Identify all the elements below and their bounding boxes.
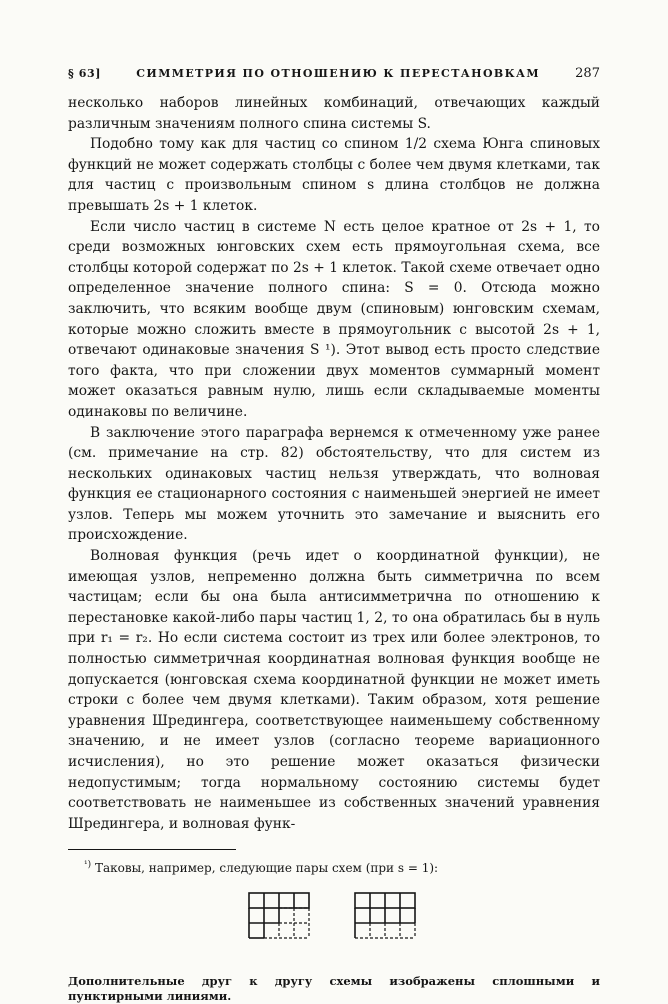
- young-diagram-pairs: [68, 892, 600, 954]
- paragraph-wavefunction-nodes: Волновая функция (речь идет о координатной функции), не имеющая узлов, непременно должна быть симметрична по всем частицам; если бы она была антисимметрична по отношению к перестановке какой-либо пары частиц 1, 2, то она обратилась бы в нуль при r₁ = r₂. Но если система состоит из трех или более электронов, то полностью симметричная координатная волновая функция вообще не допускается (юнговская схема координатной функции не может иметь строки с более чем двумя клетками). Таким образом, хотя решение уравнения Шредингера, соответствующее наименьшему собственному значению, и не имеет узлов (согласно теореме вариационного исчисления), но это решение может оказаться физически недопустимым; тогда нормальному состоянию системы будет соответствовать не наименьшее из собственных значений уравнения Шредингера, и волновая функ-: [68, 548, 600, 832]
- paragraph-spin-columns: Подобно тому как для частиц со спином 1/2 схема Юнга спиновых функций не может содержать столбцы с более чем двумя клетками, так для частиц с произвольным спином s длина столбцов не должна превышать 2s + 1 клеток.: [68, 136, 600, 214]
- chapter-title: СИММЕТРИЯ ПО ОТНОШЕНИЮ К ПЕРЕСТАНОВКАМ: [136, 67, 540, 80]
- section-number: § 63]: [68, 67, 102, 80]
- footnote-marker: ¹): [84, 860, 92, 871]
- paragraph-rectangular-scheme: Если число частиц в системе N есть целое кратное от 2s + 1, то среди возможных юнговских схем есть прямоугольная схема, все столбцы которой содержат по 2s + 1 клеток. Такой схеме отвечает одно определенное значение полного спина: S = 0. Отсюда можно заключить, что всяким вообще двум (спиновым) юнговским схемам, которые можно сложить вместе в прямоугольник с высотой 2s + 1, отвечают одинаковые значения S ¹). Этот вывод есть просто следствие того факта, что при сложении двух моментов суммарный момент может оказаться равным нулю, лишь если складываемые моменты одинаковы по величине.: [68, 218, 600, 420]
- footnote-text: Таковы, например, следующие пары схем (при s = 1):: [94, 861, 439, 876]
- main-text: [68, 93, 600, 834]
- paragraph-conclusion: В заключение этого параграфа вернемся к отмеченному уже ранее (см. примечание на стр. 82) обстоятельству, что для систем из нескольких одинаковых частиц нельзя утверждать, что волновая функция ее стационарного состояния с наименьшей энергией не имеет узлов. Теперь мы можем уточнить это замечание и выяснить его происхождение.: [68, 424, 600, 544]
- page-number: 287: [575, 66, 600, 81]
- running-head: [68, 66, 600, 81]
- young-diagram-right: [354, 892, 416, 940]
- footnote: [84, 856, 600, 877]
- footnote-rule: [68, 849, 236, 850]
- paragraph-continuation: несколько наборов линейных комбинаций, отвечающих каждый различным значениям полного спина системы S.: [68, 95, 600, 132]
- book-page: [68, 66, 600, 1004]
- diagram-caption: Дополнительные друг к другу схемы изображены сплошными и пунктирными линиями.: [68, 974, 600, 1004]
- young-diagram-left: [248, 892, 310, 940]
